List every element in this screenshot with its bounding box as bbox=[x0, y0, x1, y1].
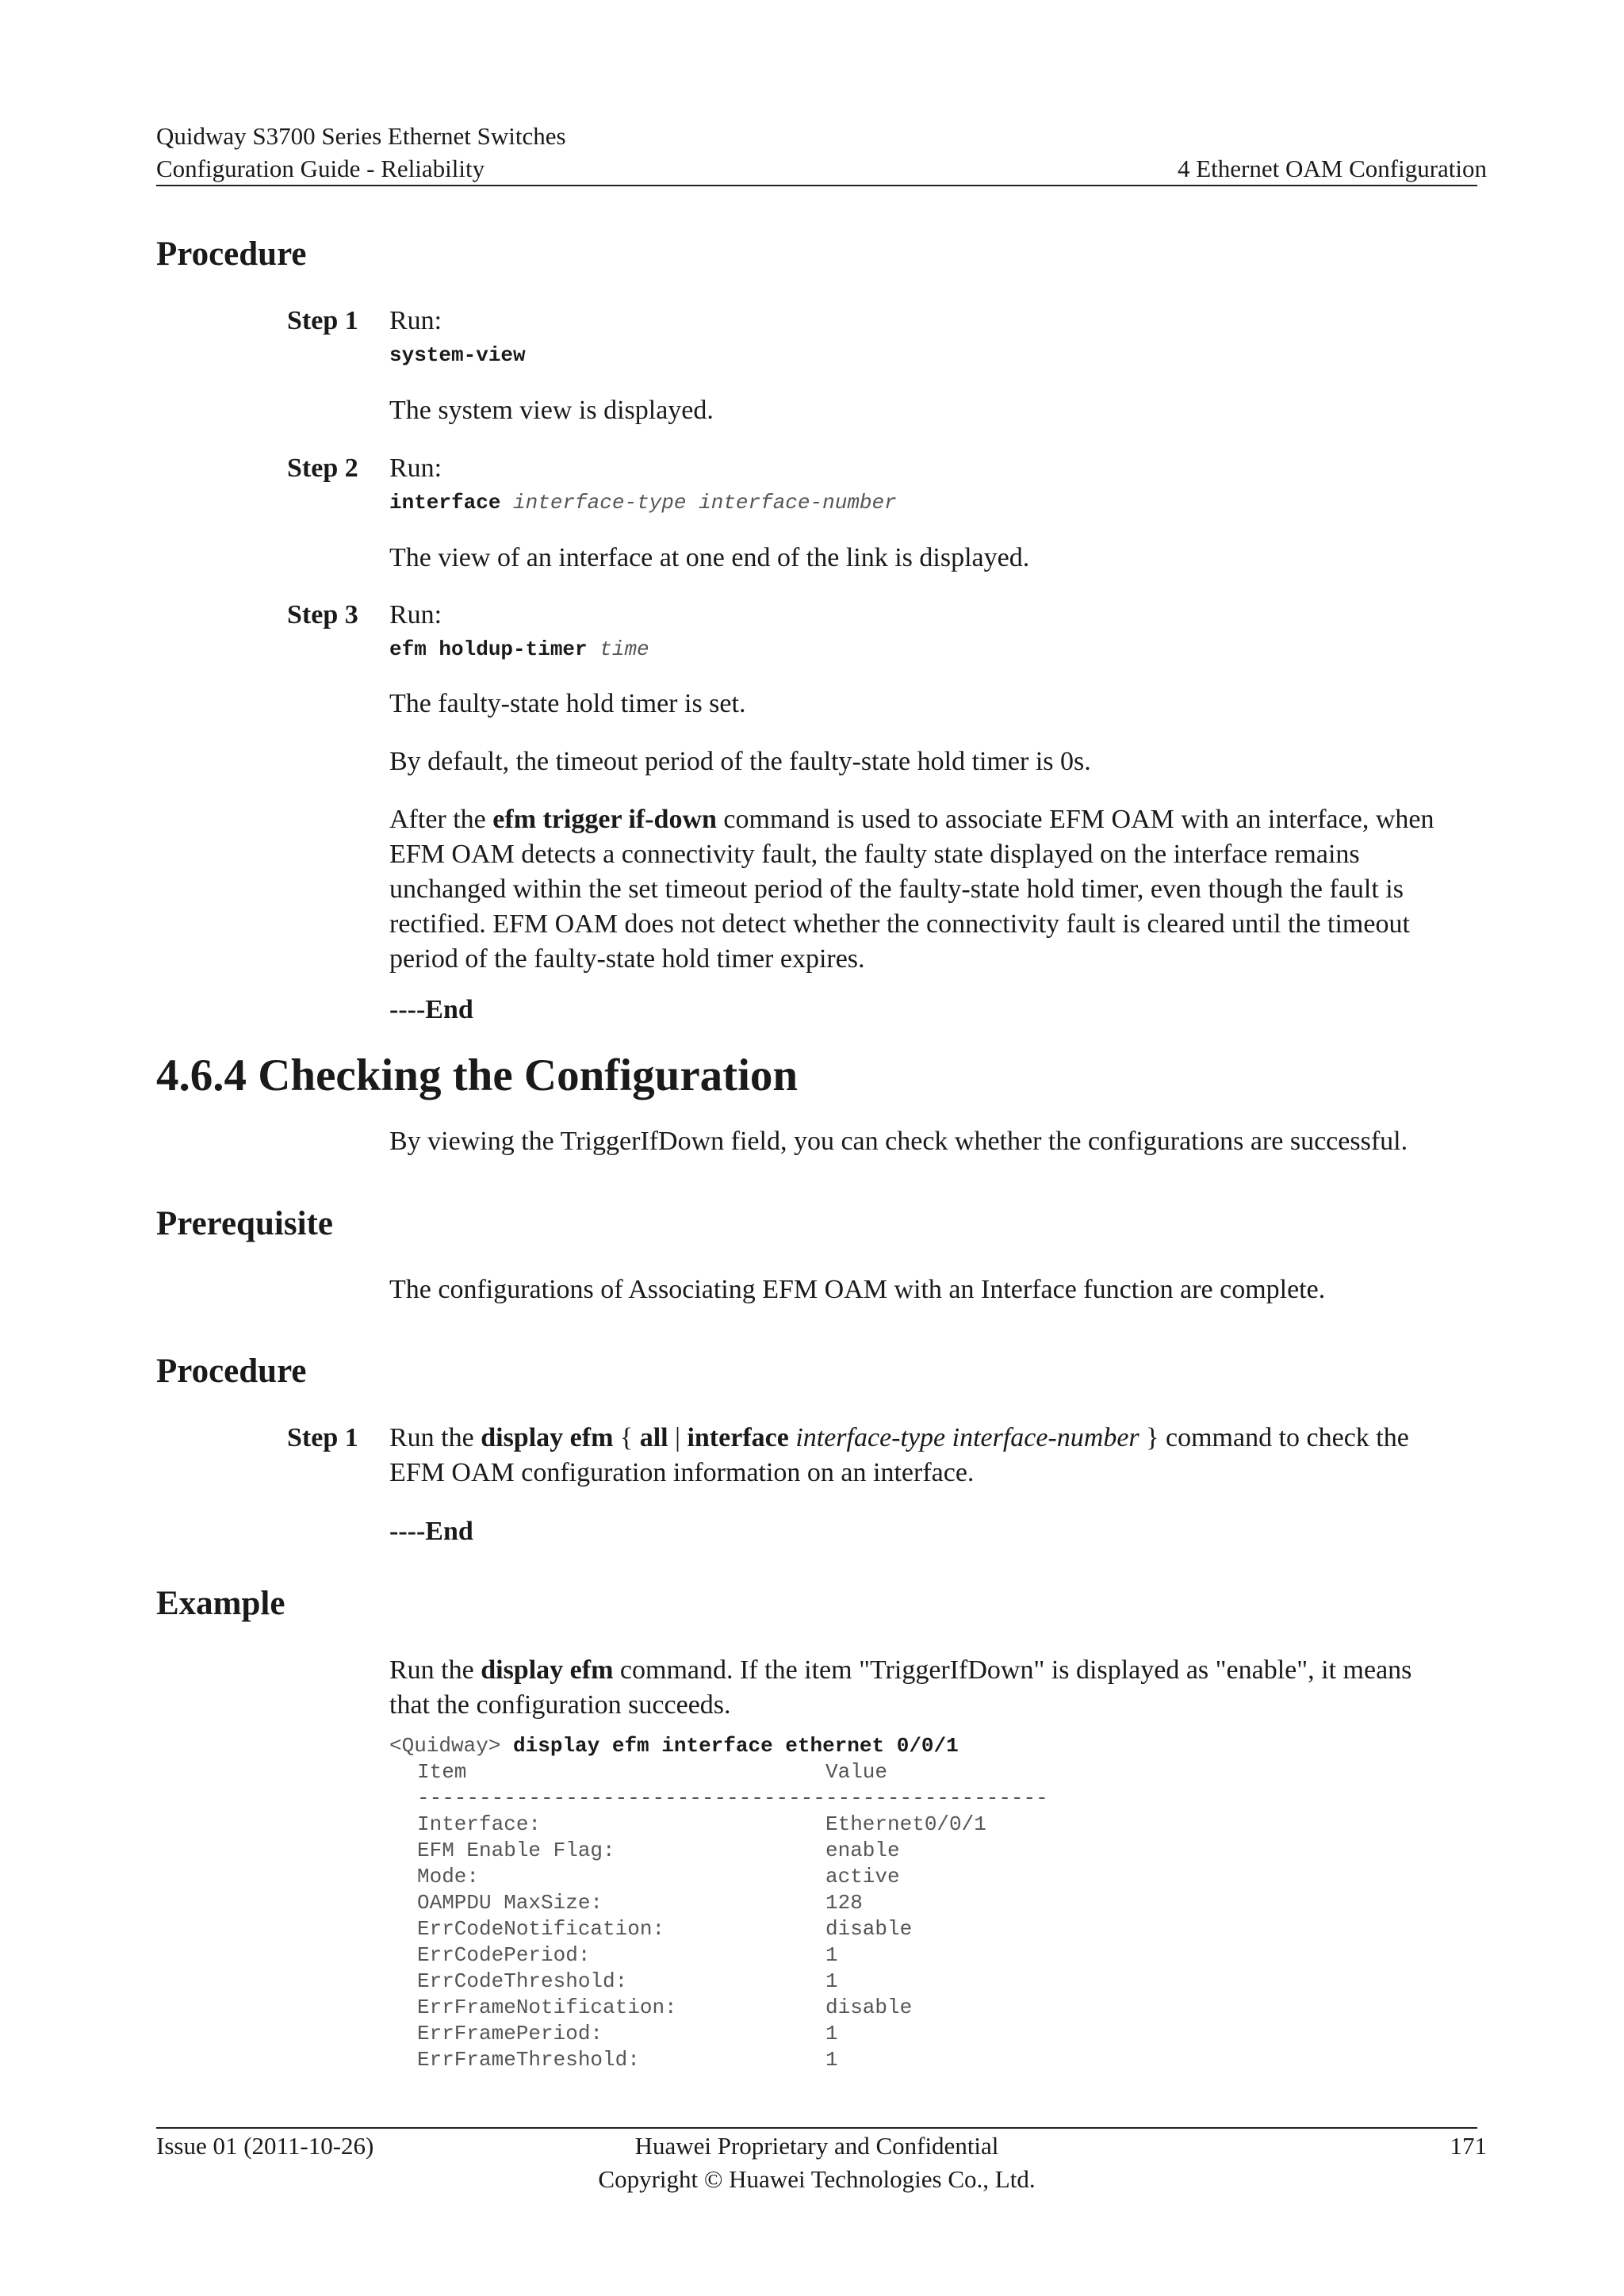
check-step-1-label: Step 1 bbox=[287, 1423, 358, 1452]
example-text bbox=[389, 1653, 1480, 1723]
check-step-line-1 bbox=[389, 1421, 1480, 1456]
cli-row-item: OAMPDU MaxSize: bbox=[417, 1891, 603, 1915]
cli-row-value: 1 bbox=[825, 2022, 838, 2045]
cli-col-value: Value bbox=[825, 1760, 888, 1784]
cli-row-item: Mode: bbox=[417, 1865, 480, 1888]
cli-row-value: 1 bbox=[825, 1969, 838, 1993]
example-text-part: Run the bbox=[389, 1655, 481, 1685]
step-2-label: Step 2 bbox=[287, 453, 358, 483]
cli-row-item: ErrFrameNotification: bbox=[417, 1996, 677, 2019]
step-2-description: The view of an interface at one end of the link is displayed. bbox=[389, 543, 1030, 572]
procedure-end-marker-2: ----End bbox=[389, 1517, 473, 1546]
step-3-command-line bbox=[389, 637, 649, 663]
cli-command-line bbox=[389, 1733, 959, 1759]
paragraph-text: command is used to associate EFM OAM with an interface, when bbox=[716, 805, 1434, 834]
check-step-text: } command to check the bbox=[1139, 1423, 1409, 1452]
paragraph-line-5: period of the faulty-state hold timer expires. bbox=[389, 944, 865, 974]
cli-row-item: ErrCodeThreshold: bbox=[417, 1969, 628, 1993]
step-1-description: The system view is displayed. bbox=[389, 396, 714, 425]
paragraph-text: After the bbox=[389, 805, 493, 834]
procedure-heading-2: Procedure bbox=[156, 1353, 307, 1390]
step-1-run: Run: bbox=[389, 306, 442, 335]
cli-row-item: ErrCodePeriod: bbox=[417, 1943, 591, 1967]
example-text-part: command. If the item "TriggerIfDown" is displayed as "enable", it means bbox=[613, 1655, 1412, 1685]
step-3-default-note: By default, the timeout period of the faulty-state hold timer is 0s. bbox=[389, 747, 1091, 776]
footer-rule bbox=[156, 2127, 1477, 2129]
cli-command: display efm interface ethernet 0/0/1 bbox=[513, 1734, 959, 1758]
example-line-2: that the configuration succeeds. bbox=[389, 1690, 731, 1720]
step-2-command-args: interface-type interface-number bbox=[513, 491, 897, 515]
paragraph-line-1 bbox=[389, 802, 1480, 837]
cli-row-value: Ethernet0/0/1 bbox=[825, 1812, 986, 1836]
cli-prompt: <Quidway> bbox=[389, 1734, 514, 1758]
display-efm-command: display efm bbox=[481, 1423, 614, 1452]
cli-divider: --------------------------------------------------- bbox=[417, 1786, 1048, 1810]
cli-row-value: 1 bbox=[825, 1943, 838, 1967]
step-1-label: Step 1 bbox=[287, 306, 358, 335]
footer-page-number: 171 bbox=[1450, 2132, 1487, 2160]
interface-keyword: interface bbox=[687, 1423, 789, 1452]
header-guide: Configuration Guide - Reliability bbox=[156, 155, 485, 182]
cli-row-value: disable bbox=[825, 1996, 913, 2019]
check-step-text: | bbox=[668, 1423, 688, 1452]
cli-row-item: ErrFramePeriod: bbox=[417, 2022, 603, 2045]
check-step-line-2: EFM OAM configuration information on an interface. bbox=[389, 1458, 975, 1487]
header-rule bbox=[156, 185, 1477, 186]
cli-col-item: Item bbox=[417, 1760, 467, 1784]
cli-row-item: ErrCodeNotification: bbox=[417, 1917, 665, 1941]
cli-row-item: ErrFrameThreshold: bbox=[417, 2048, 640, 2072]
section-title: 4.6.4 Checking the Configuration bbox=[156, 1050, 799, 1100]
step-1-command: system-view bbox=[389, 343, 526, 367]
step-3-command: efm holdup-timer bbox=[389, 637, 588, 661]
footer-confidential: Huawei Proprietary and Confidential bbox=[634, 2132, 999, 2160]
paragraph-line-4: rectified. EFM OAM does not detect whether the connectivity fault is cleared until the timeout bbox=[389, 909, 1410, 939]
procedure-heading: Procedure bbox=[156, 235, 307, 273]
step-3-paragraph bbox=[389, 802, 1480, 977]
cli-row-item: Interface: bbox=[417, 1812, 542, 1836]
paragraph-line-3: unchanged within the set timeout period of the faulty-state hold timer, even though the fault is bbox=[389, 874, 1404, 904]
example-line-1 bbox=[389, 1653, 1480, 1688]
prerequisite-text: The configurations of Associating EFM OAM with an Interface function are complete. bbox=[389, 1275, 1326, 1304]
check-step-text: Run the bbox=[389, 1423, 481, 1452]
cli-row-value: enable bbox=[825, 1839, 900, 1862]
step-3-label: Step 3 bbox=[287, 600, 358, 629]
cli-row-value: 1 bbox=[825, 2048, 838, 2072]
paragraph-line-2: EFM OAM detects a connectivity fault, the faulty state displayed on the interface remains bbox=[389, 840, 1360, 869]
section-intro: By viewing the TriggerIfDown field, you can check whether the configurations are successful. bbox=[389, 1127, 1408, 1156]
header-chapter: 4 Ethernet OAM Configuration bbox=[1177, 155, 1487, 182]
step-3-command-args: time bbox=[599, 637, 649, 661]
check-step-text: { bbox=[613, 1423, 640, 1452]
check-step-1-text bbox=[389, 1421, 1480, 1490]
cli-row-item: EFM Enable Flag: bbox=[417, 1839, 615, 1862]
step-2-command: interface bbox=[389, 491, 501, 515]
cli-row-value: 128 bbox=[825, 1891, 863, 1915]
interface-args: interface-type interface-number bbox=[795, 1423, 1139, 1452]
step-3-run: Run: bbox=[389, 600, 442, 629]
footer-issue: Issue 01 (2011-10-26) bbox=[156, 2132, 374, 2160]
procedure-end-marker: ----End bbox=[389, 995, 473, 1024]
step-3-description: The faulty-state hold timer is set. bbox=[389, 689, 746, 718]
cli-row-value: active bbox=[825, 1865, 900, 1888]
display-efm-command: display efm bbox=[481, 1655, 614, 1685]
header-product: Quidway S3700 Series Ethernet Switches bbox=[156, 122, 566, 150]
step-2-command-line bbox=[389, 490, 897, 516]
all-keyword: all bbox=[639, 1423, 668, 1452]
prerequisite-heading: Prerequisite bbox=[156, 1205, 333, 1242]
example-heading: Example bbox=[156, 1585, 285, 1622]
efm-trigger-command: efm trigger if-down bbox=[492, 805, 717, 834]
step-2-run: Run: bbox=[389, 453, 442, 483]
cli-row-value: disable bbox=[825, 1917, 913, 1941]
footer-copyright: Copyright © Huawei Technologies Co., Ltd. bbox=[598, 2165, 1036, 2193]
